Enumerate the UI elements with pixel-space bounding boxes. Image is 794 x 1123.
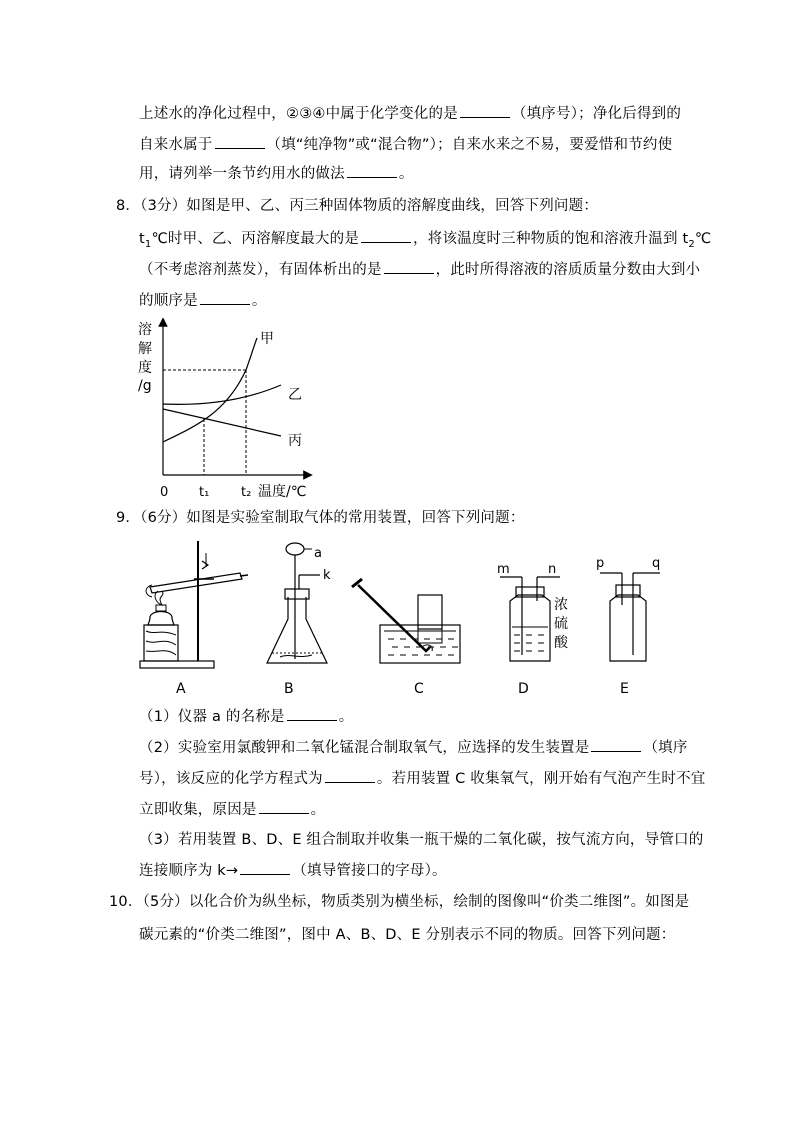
q8-text: t (139, 231, 145, 247)
q9-sub-2-line-3 (139, 799, 325, 820)
apparatus-c (352, 579, 460, 663)
q7-line-1 (139, 103, 681, 124)
q9-text: （3）若用装置 B、D、E 组合制取并收集一瓶干燥的二氧化碳，按气流方向，导管口的 (139, 832, 704, 848)
q8-stem (116, 196, 598, 216)
apparatus-label-b: B (284, 681, 294, 697)
q9-text: （填导管接口的字母）。 (292, 863, 447, 879)
q8-line-3 (139, 290, 267, 311)
q8-text: ，将该温度时三种物质的饱和溶液升温到 t (413, 231, 689, 247)
q8-line-2 (139, 259, 700, 280)
y-label-char: 溶 (138, 322, 152, 338)
q9-sub-2-line-1 (139, 737, 688, 758)
question-stem: 如图是实验室制取气体的常用装置，回答下列问题： (186, 510, 525, 526)
t2-label: t₂ (241, 485, 252, 500)
q9-text: （1）仪器 a 的名称是 (139, 709, 285, 725)
q10-stem-line-1 (109, 892, 689, 912)
q8-text: 。 (251, 293, 267, 309)
apparatus-label-d: D (518, 681, 529, 697)
q8-text: 的顺序是 (139, 293, 198, 309)
q9-text: 。若用装置 C 收集氧气，刚开始有气泡产生时不宜 (376, 771, 706, 787)
q9-text: （填序 (643, 740, 688, 756)
label-jia: 甲 (260, 331, 274, 347)
q9-sub-2-line-2 (139, 768, 706, 789)
question-number: 10． (109, 894, 143, 910)
q9-text: 。 (310, 802, 326, 818)
label-bing: 丙 (288, 433, 302, 449)
apparatus-label-a: A (176, 681, 186, 697)
question-stem: 以化合价为纵坐标，物质类别为横坐标，绘制的图像叫“价类二维图”。如图是 (188, 894, 690, 910)
y-label-char: 度 (138, 360, 152, 376)
q8-line-1 (139, 228, 711, 255)
q7-text: 自来水属于 (139, 137, 213, 153)
subscript: 2 (688, 238, 695, 250)
apparatus-b (267, 543, 331, 663)
answer-blank[interactable] (325, 768, 375, 783)
apparatus-label-c: C (414, 681, 424, 697)
x-axis-label: 温度/℃ (258, 484, 307, 500)
q9-text: 号），该反应的化学方程式为 (139, 771, 323, 787)
question-number: 9． (116, 510, 141, 526)
answer-blank[interactable] (591, 737, 641, 752)
answer-blank[interactable] (259, 799, 309, 814)
solubility-curve-figure (136, 318, 316, 503)
label-yi: 乙 (288, 387, 302, 403)
y-label-char: /g (138, 378, 152, 394)
tag-p: p (596, 556, 605, 571)
question-stem: 如图是甲、乙、丙三种固体物质的溶解度曲线，回答下列问题： (186, 198, 599, 214)
question-number: 8． (116, 198, 141, 214)
q9-text: 立即收集，原因是 (139, 802, 257, 818)
y-label-char: 解 (138, 341, 152, 357)
question-score: （5分） (142, 894, 189, 910)
tag-q: q (652, 556, 661, 571)
q10-stem-line-2 (139, 925, 675, 945)
q9-sub-1 (139, 706, 353, 727)
acid-label-char: 硫 (554, 616, 568, 632)
q8-text: ，此时所得溶液的溶质质量分数由大到小 (435, 262, 701, 278)
question-score: （3分） (140, 198, 187, 214)
curve-jia (163, 338, 257, 442)
answer-blank[interactable] (384, 259, 434, 274)
curve-yi (163, 385, 281, 404)
answer-blank[interactable] (240, 860, 290, 875)
apparatus-label-e: E (620, 681, 629, 697)
q9-text: 连接顺序为 k→ (139, 863, 239, 879)
q9-text: （2）实验室用氯酸钾和二氧化锰混合制取氧气，应选择的发生装置是 (139, 740, 590, 756)
answer-blank[interactable] (287, 706, 337, 721)
tag-a: a (314, 546, 322, 561)
question-score: （6分） (140, 510, 187, 526)
subscript: 1 (144, 238, 152, 250)
answer-blank[interactable] (361, 228, 411, 243)
tag-m: m (497, 562, 510, 577)
q8-text: ℃ (694, 231, 712, 247)
q7-line-3 (139, 163, 414, 184)
apparatus-a (140, 541, 248, 668)
q7-text: 。 (398, 166, 414, 182)
answer-blank[interactable] (347, 163, 397, 178)
answer-blank[interactable] (215, 134, 265, 149)
q7-text: 上述水的净化过程中，②③④中属于化学变化的是 (139, 106, 458, 122)
q7-text: （填序号）；净化后得到的 (511, 106, 682, 122)
question-stem: 碳元素的“价类二维图”，图中 A、B、D、E 分别表示不同的物质。回答下列问题： (139, 927, 676, 943)
t1-label: t₁ (199, 485, 210, 500)
lab-apparatus-figure (130, 535, 670, 700)
q9-sub-3-line-1 (139, 830, 703, 850)
tag-n: n (548, 562, 557, 577)
answer-blank[interactable] (200, 290, 250, 305)
acid-label-char: 酸 (554, 635, 568, 651)
curve-bing (163, 409, 281, 436)
apparatus-d (497, 562, 569, 661)
q7-line-2 (139, 134, 672, 155)
q8-text: ℃时甲、乙、丙溶解度最大的是 (151, 231, 360, 247)
apparatus-e (596, 556, 660, 661)
q9-text: 。 (338, 709, 354, 725)
acid-label-char: 浓 (554, 597, 568, 613)
tag-k: k (323, 568, 331, 583)
q9-sub-3-line-2 (139, 860, 447, 881)
q8-text: （不考虑溶剂蒸发），有固体析出的是 (139, 262, 382, 278)
q7-text: 用，请列举一条节约用水的做法 (139, 166, 345, 182)
origin-label: 0 (160, 485, 169, 500)
q9-stem (116, 508, 525, 528)
answer-blank[interactable] (460, 103, 510, 118)
q7-text: （填“纯净物”或“混合物”）；自来水来之不易，要爱惜和节约使 (266, 137, 673, 153)
